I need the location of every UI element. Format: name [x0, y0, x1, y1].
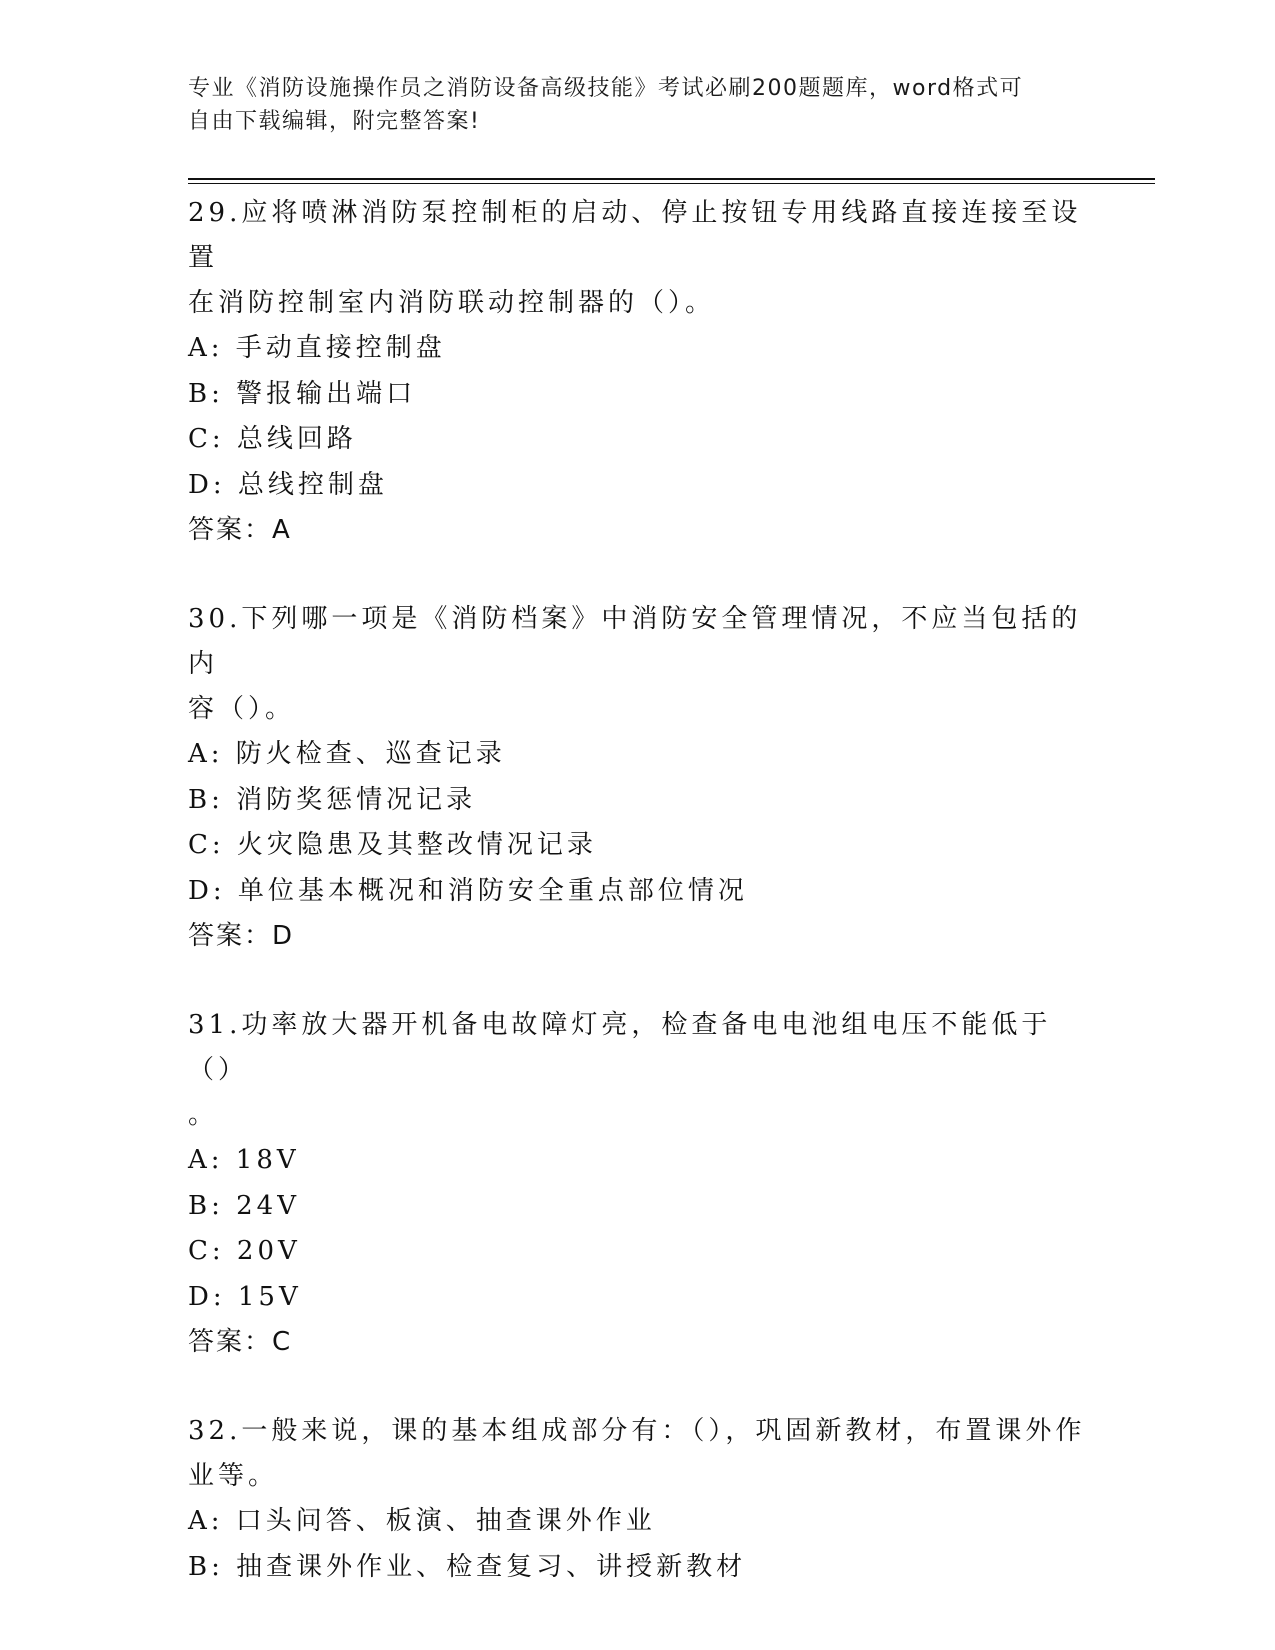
- option-b: B: 消防奖惩情况记录: [188, 784, 477, 815]
- question-stem-line: 29.应将喷淋消防泵控制柜的启动、停止按钮专用线路直接连接至设置: [188, 198, 1082, 273]
- option-c: C: 火灾隐患及其整改情况记录: [188, 830, 597, 860]
- question-31: [188, 1003, 1088, 1365]
- option-d: D: 15V: [188, 1281, 302, 1312]
- option-c: C: 总线回路: [188, 424, 357, 454]
- option-a: A: 口头问答、板演、抽查课外作业: [188, 1506, 656, 1536]
- option-b: B: 警报输出端口: [188, 378, 417, 409]
- answer-line: 答案：A: [188, 515, 292, 545]
- option-d: D: 单位基本概况和消防安全重点部位情况: [188, 875, 748, 906]
- option-b: B: 抽查课外作业、检查复习、讲授新教材: [188, 1551, 747, 1582]
- question-stem-line: 在消防控制室内消防联动控制器的（）。: [188, 288, 716, 318]
- option-a: A: 18V: [188, 1145, 300, 1175]
- option-b: B: 24V: [188, 1190, 300, 1221]
- question-stem-line: 31.功率放大器开机备电故障灯亮，检查备电电池组电压不能低于（）: [188, 1010, 1052, 1085]
- option-d: D: 总线控制盘: [188, 469, 388, 500]
- option-c: C: 20V: [188, 1236, 301, 1266]
- header-divider-thin: [188, 183, 1155, 184]
- document-header: [188, 72, 1068, 138]
- option-a: A: 防火检查、巡查记录: [188, 739, 506, 769]
- question-stem-line: 。: [188, 1100, 219, 1130]
- header-line-2: 自由下载编辑，附完整答案!: [188, 109, 481, 134]
- header-divider-thick: [188, 178, 1155, 180]
- question-29: [188, 191, 1088, 553]
- question-stem-line: 32.一般来说，课的基本组成部分有：（），巩固新教材，布置课外作: [188, 1416, 1086, 1446]
- question-stem-line: 业等。: [188, 1461, 279, 1491]
- question-30: [188, 597, 1088, 959]
- option-a: A: 手动直接控制盘: [188, 333, 446, 363]
- question-list: [188, 191, 1088, 1634]
- answer-line: 答案：C: [188, 1327, 293, 1357]
- question-stem-line: 30.下列哪一项是《消防档案》中消防安全管理情况，不应当包括的内: [188, 604, 1082, 679]
- answer-line: 答案：D: [188, 921, 295, 951]
- question-32: [188, 1409, 1088, 1590]
- question-stem-line: 容（）。: [188, 694, 296, 724]
- header-line-1: 专业《消防设施操作员之消防设备高级技能》考试必刷200题题库，word格式可: [188, 76, 1024, 101]
